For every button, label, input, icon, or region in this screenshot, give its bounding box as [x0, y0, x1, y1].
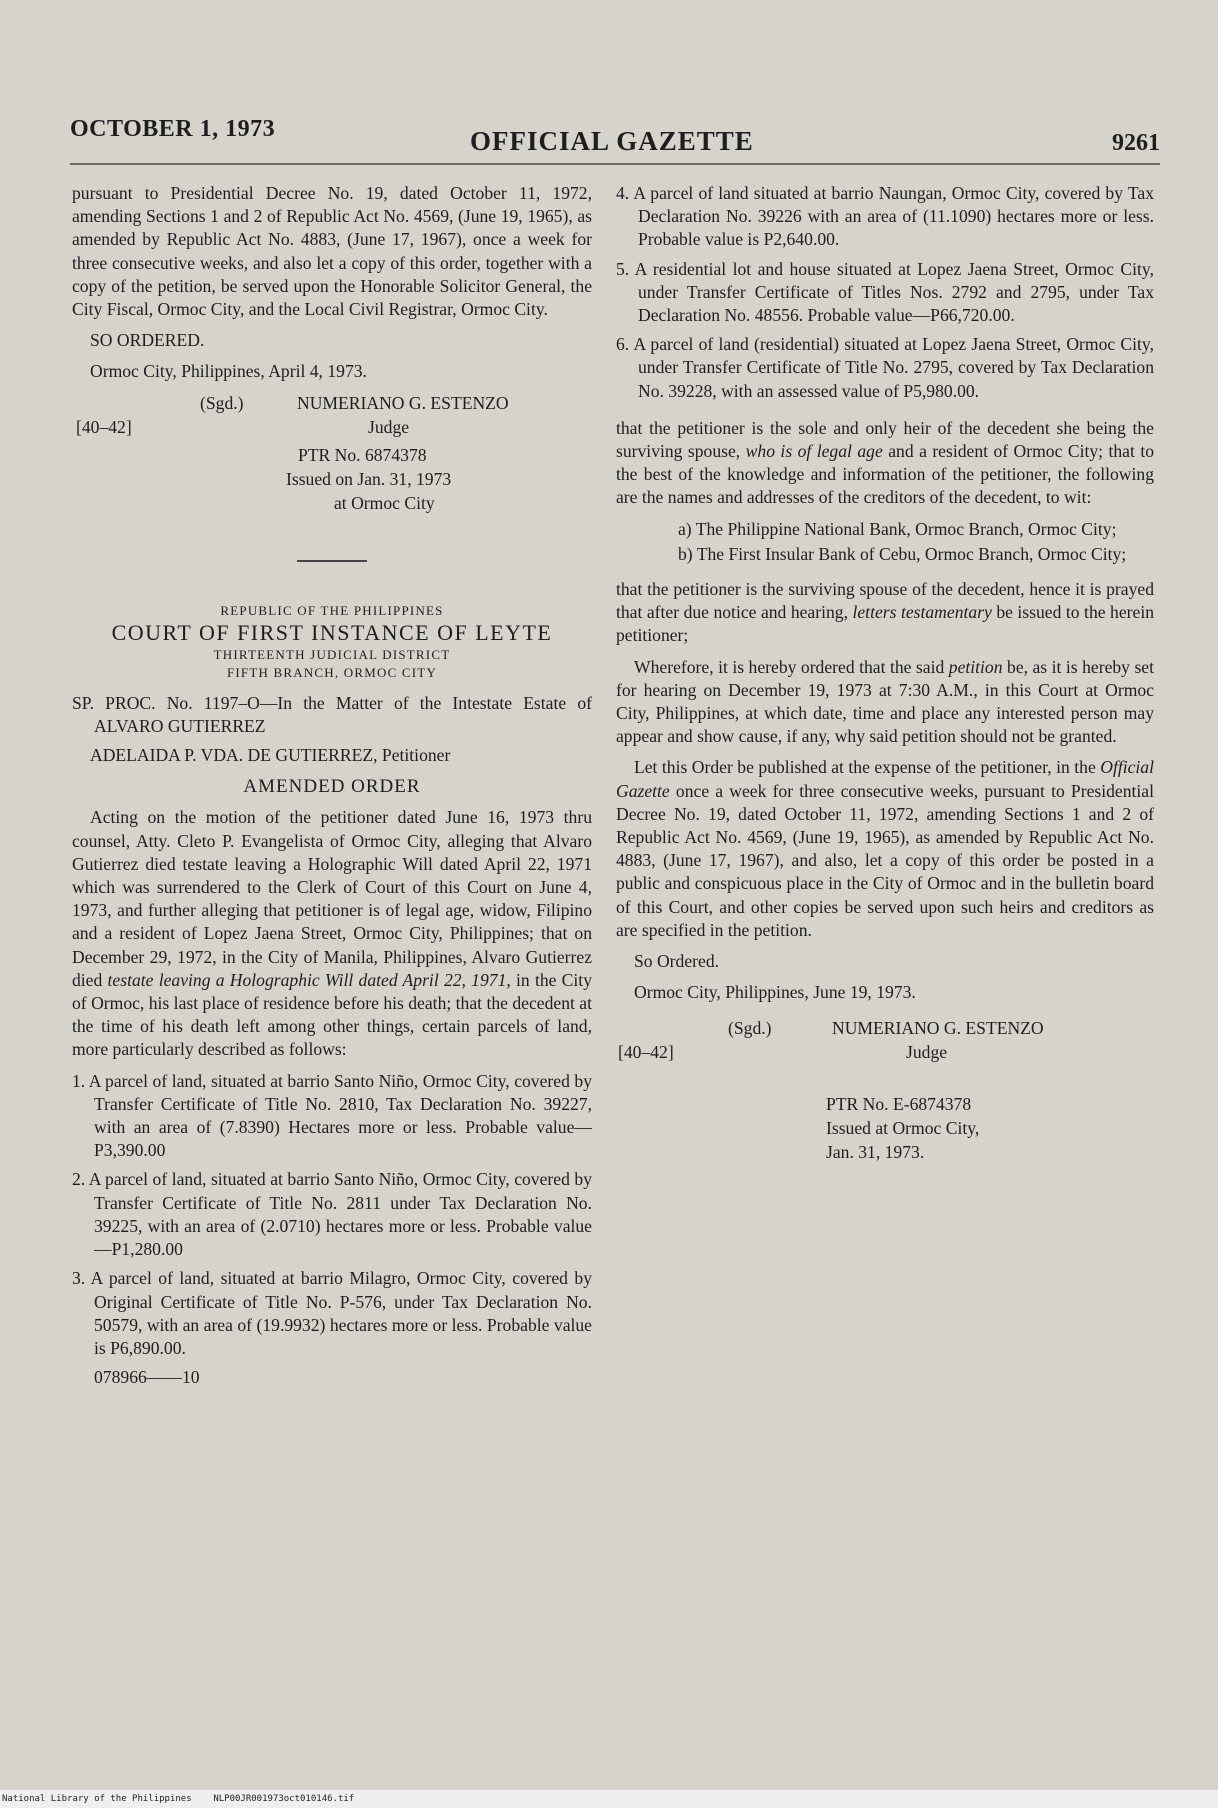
page-number: 9261: [1112, 130, 1160, 156]
publication-text: Let this Order be published at the expense of the petitioner, in the: [634, 757, 1096, 778]
parcel-item: 3. A parcel of land, situated at barrio Milagro, Ormoc City, covered by Original Certificate of Title No. P-576, under Tax Declaration No. 50579, with an area of (19.9932) hectares more or less. Probable value is P6,890.00.: [72, 1268, 592, 1358]
heir-paragraph: [616, 417, 1154, 510]
parcel-item: 1. A parcel of land, situated at barrio Santo Niño, Ormoc City, covered by Transfer Certificate of Title No. 2810, Tax Declaration No. 39227, with an area of (7.8390) Hectares more or less. Probable value—P3,390.00: [72, 1070, 592, 1161]
issue-date: OCTOBER 1, 1973: [70, 116, 276, 142]
petitioner-name: ADELAIDA P. VDA. DE GUTIERREZ,: [90, 745, 378, 766]
prayer-text: that the petitioner is the surviving spouse of the decedent, hence it is prayed that after due notice and hearing,: [616, 579, 1154, 623]
left-column: [72, 182, 592, 1389]
creditor-item: b) The First Insular Bank of Cebu, Ormoc Branch, Ormoc City;: [678, 543, 1127, 564]
petitioner-line: [72, 744, 592, 767]
heir-italic: who is of legal age: [745, 441, 883, 462]
wherefore-italic: petition: [948, 656, 1003, 677]
print-code: 078966——10: [94, 1367, 200, 1388]
judge-title-right: Judge: [906, 1041, 948, 1062]
judge-title: Judge: [368, 416, 410, 437]
reference-number: [40–42]: [76, 416, 132, 437]
section-divider: [297, 560, 367, 562]
so-ordered-right: So Ordered.: [634, 951, 720, 972]
ptr-issued: Issued on Jan. 31, 1973: [286, 468, 452, 489]
judge-name: NUMERIANO G. ESTENZO: [297, 392, 509, 413]
so-ordered: SO ORDERED.: [90, 330, 205, 351]
deceased-name: ALVARO GUTIERREZ: [94, 715, 266, 736]
ptr-issued-date-right: Jan. 31, 1973.: [826, 1141, 925, 1162]
republic-heading: REPUBLIC OF THE PHILIPPINES: [220, 602, 444, 618]
sp-proc-text: No. 1197–O—In the Matter of the Intestate Estate of: [166, 692, 592, 713]
signature-block-right: [616, 1013, 1154, 1183]
prayer-paragraph: [616, 578, 1154, 648]
order-title: AMENDED ORDER: [243, 776, 421, 798]
heir-text-end: and a resident of Ormoc City; that to the best of the knowledge and information of the petitioner, the following are the names and addresses of the creditors of the decedent, to wit:: [616, 441, 1154, 508]
wherefore-text-end: be, as it is hereby set for hearing on December 19, 1973 at 7:30 A.M., in this Court at Ormoc City, Philippines, at which date, time and place any interested person may appear and show cause, if any, why said petition should not be granted.: [616, 656, 1154, 747]
court-heading: COURT OF FIRST INSTANCE OF LEYTE: [111, 619, 553, 645]
order-place-date-right: Ormoc City, Philippines, June 19, 1973.: [634, 982, 916, 1003]
case-caption: [72, 692, 592, 738]
publication-italic: Official Gazette: [616, 757, 1154, 801]
publication-paragraph: [616, 756, 1154, 942]
publication-text-end: once a week for three consecutive weeks, pursuant to Presidential Decree No. 19, dated October 11, 1972, amending Sections 1 and 2 of Republic Act No. 4569, (June 19, 1965), as amended by Republic Act No. 4883, (June 17, 1967), and also, let a copy of this order be posted in a public and conspicuous place in the City of Ormoc and in the bulletin board of this Court, and other copies be served upon such heirs and creditors as are specified in the petition.: [616, 780, 1154, 940]
ptr-number: PTR No. 6874378: [298, 444, 427, 465]
wherefore-paragraph: [616, 656, 1154, 749]
heir-text: that the petitioner is the sole and only heir of the decedent she being the surviving spouse,: [616, 417, 1154, 462]
sgd-label: (Sgd.): [200, 392, 244, 413]
parcel-item: 2. A parcel of land, situated at barrio Santo Niño, Ormoc City, covered by Transfer Certificate of Title No. 2811 under Tax Declaration No. 39225, with an area of (2.0710) hectares more or less. Probable value—P1,280.00: [72, 1169, 592, 1260]
order-place-date: Ormoc City, Philippines, April 4, 1973.: [90, 361, 367, 382]
ptr-issued-at: at Ormoc City: [334, 492, 435, 513]
signature-block: [72, 392, 592, 542]
district-heading: THIRTEENTH JUDICIAL DISTRICT: [213, 646, 451, 662]
wherefore-text: Wherefore, it is hereby ordered that the said: [634, 656, 945, 677]
parcel-item: 5. A residential lot and house situated at Lopez Jaena Street, Ormoc City, under Transfer Certificate of Titles Nos. 2792 and 2795, under Tax Declaration No. 48556. Probable value—P66,720.00.: [616, 258, 1154, 326]
judge-name-right: NUMERIANO G. ESTENZO: [832, 1017, 1044, 1038]
continuation-paragraph: pursuant to Presidential Decree No. 19, dated October 11, 1972, amending Sections 1 and 2 of Republic Act No. 4569, (June 19, 1965), as amended by Republic Act No. 4883, (June 17, 1967), once a week for three consecutive weeks, and also let a copy of this order, together with a copy of the petition, be served upon the Honorable Solicitor General, the City Fiscal, Ormoc City, and the Local Civil Registrar, Ormoc City.: [72, 183, 592, 320]
branch-heading: FIFTH BRANCH, ORMOC CITY: [226, 664, 438, 680]
order-body-text: Acting on the motion of the petitioner dated June 16, 1973 thru counsel, Atty. Cleto P. Evangelista of Ormoc City, alleging that Alvaro Gutierrez died testate leaving a Holographic Will dated April 22, 1971 which was surrendered to the Clerk of Court of this Court on June 4, 1973, and further alleging that petitioner is of legal age, widow, Filipino and a resident of Lopez Jaena Street, Ormoc City, Philippines; that on December 29, 1972, in the City of Manila, Philippines, Alvaro Gutierrez died: [72, 807, 592, 990]
archive-footer: National Library of the Philippines NLP00JR001973oct010146.tif: [0, 1790, 1218, 1808]
order-body-italic: testate leaving a Holographic Will dated April 22, 1971,: [107, 969, 511, 990]
ptr-issued-right: Issued at Ormoc City,: [826, 1117, 980, 1138]
reference-number-right: [40–42]: [618, 1041, 674, 1062]
sp-proc-label: SP. PROC.: [72, 692, 156, 713]
publication-title: OFFICIAL GAZETTE: [470, 126, 754, 156]
order-body: [72, 806, 592, 1061]
header-rule: [70, 163, 1160, 165]
ptr-number-right: PTR No. E-6874378: [826, 1093, 972, 1114]
creditor-item: a) The Philippine National Bank, Ormoc Branch, Ormoc City;: [678, 518, 1117, 539]
parcel-item: 4. A parcel of land situated at barrio Naungan, Ormoc City, covered by Tax Declaration No. 39226 with an area of (11.1090) hectares more or less. Probable value is P2,640.00.: [616, 183, 1154, 250]
order-body-end: in the City of Ormoc, his last place of residence before his death; that the decedent at the time of his death left among other things, certain parcels of land, more particularly described as follows:: [72, 969, 592, 1060]
right-column: [616, 182, 1154, 1183]
parcel-item: 6. A parcel of land (residential) situated at Lopez Jaena Street, Ormoc City, under Transfer Certificate of Title No. 2795, covered by Tax Declaration No. 39228, with an assessed value of P5,980.00.: [616, 334, 1154, 401]
petitioner-label: Petitioner: [381, 745, 451, 766]
page-header: [70, 110, 1160, 160]
prayer-text-end: be issued to the herein petitioner;: [616, 602, 1154, 646]
prayer-italic: letters testamentary: [852, 602, 992, 623]
sgd-label-right: (Sgd.): [728, 1017, 772, 1038]
